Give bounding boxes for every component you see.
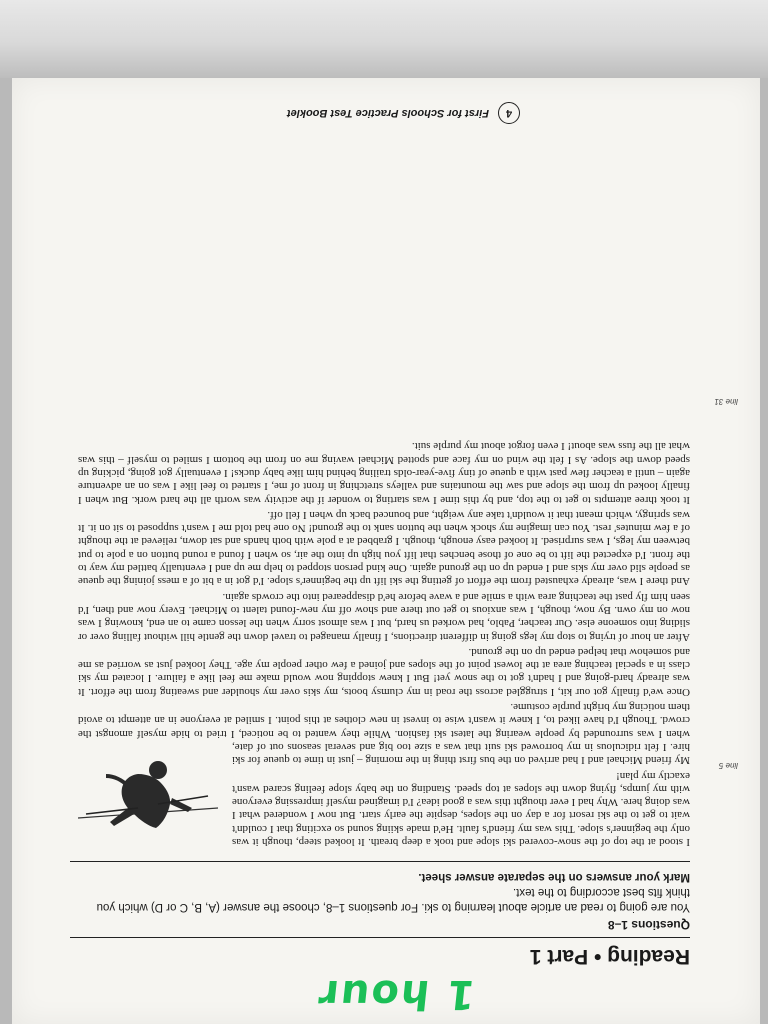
article-paragraph-2: My friend Michael and I had arrived on the bus first thing in the morning – just in time to queue for ski hire. I felt ridiculous in my borrowed ski suit that was a size too big and several seasons out of date, when I was surrounded by people wearing the latest ski fashion. While they wanted to be noticed, I tried to hide myself amongst the crowd. Though I'd have liked to, I knew it wasn't wise to invest in new clothes at this point. I smiled at everyone in an attempt to avoid them noticing my bright purple costume. — [78, 701, 690, 767]
questions-heading: Questions 1–8 — [607, 918, 690, 932]
line-marker-5: line 5 — [718, 761, 738, 770]
instructions — [80, 869, 690, 914]
article — [78, 437, 690, 848]
skier-illustration — [78, 756, 218, 848]
section-heading: Reading • Part 1 — [529, 945, 690, 968]
article-paragraph-4: After an hour of trying to stop my legs going in different directions, I finally managed to travel down the gentle hill without falling over or sliding into someone else. Our teacher, Pablo, had worked us hard, but I was almost sorry when the lesson came to an end, knowing I was now on my own. By now, though, I was anxious to get out there and show off my new-found talent to Michael. Every now and then, I'd seen him fly past the teaching area with a smile and a wave before he'd disappeared into the crowds again. — [78, 590, 690, 643]
scanner-edge — [0, 0, 768, 78]
page-footer — [20, 100, 520, 124]
page-number: 4 — [498, 102, 520, 124]
scanned-page — [12, 78, 760, 1024]
divider-mid — [70, 861, 690, 862]
line-marker-31: line 31 — [714, 397, 738, 406]
divider-top — [70, 937, 690, 938]
article-paragraph-5: And there I was, already exhausted from the effort of getting the ski lift up the beginner's slope. I'd got in a bit of a mess joining the queue as people slid over my skis and I ended up on the ground again. One kind person stopped to help me up and I eventually battled my way to the front. I'd expected the lift to be one of those benches that lift you high up into the air, so when I found a round button on a pole to put between my legs, I was surprised. It looked easy enough, though. I grabbed at a pole with both hands and sat down, relieved at the thought of a few minutes' rest. You can imagine my shock when the button sank to the ground! No one had told me I wasn't supposed to sit on it. It was springy, which meant that it wouldn't take any weight, and bounced back up when I fell off. — [78, 508, 690, 588]
article-paragraph-1: I stood at the top of the snow-covered ski slope and took a deep breath. It looked steep, though it was only the beginner's slope. This was my friend's fault. He'd made skiing sound so exciting that I couldn't wait to get to the ski resort for a day on the slopes, despite the early start. But now I wondered what I was doing here. Why had I ever thought this was a good idea? I'd imagined myself impressing everyone with my jumps, flying down the slopes at top speed. Standing on the baby slope feeling scared wasn't exactly my plan! — [232, 769, 690, 848]
handwritten-time-note: 1 hour — [314, 971, 478, 1017]
page-content-rotated — [12, 78, 760, 1024]
article-paragraph-6: It took three attempts to get to the top, and by this time I was starting to wonder if the activity was worth all the hard work. But when I finally looked up from the slope and saw the mountains and valleys stretching in front of me, I started to feel like I was on an adventure again – until a teacher flew past with a queue of tiny five-year-olds trailing behind him like baby ducks! I eventually got going, picking up speed down the slope. As I felt the wind on my face and spotted Michael waving me on from the bottom I smiled to myself – this was what all the fuss was about! I even forgot about my purple suit. — [78, 440, 690, 506]
instructions-answer-sheet: Mark your answers on the separate answer sheet. — [418, 871, 690, 883]
instructions-main: You are going to read an article about learning to ski. For questions 1–8, choose the answer (A, B, C or D) which you think fits best according to the text. — [96, 886, 690, 913]
booklet-title: First for Schools Practice Test Booklet — [287, 107, 489, 119]
article-paragraph-3: Once we'd finally got our kit, I struggled across the road in my clumsy boots, my skis over my shoulder and sweating from the effort. It was already hard-going and I hadn't got to the snow yet! But I knew stopping now would make me feel like a failure. I located my ski class in a special teaching area at the lowest point of the slopes and joined a few other people my age. They looked just as worried as me and somehow that helped ended up on the ground. — [78, 645, 690, 698]
